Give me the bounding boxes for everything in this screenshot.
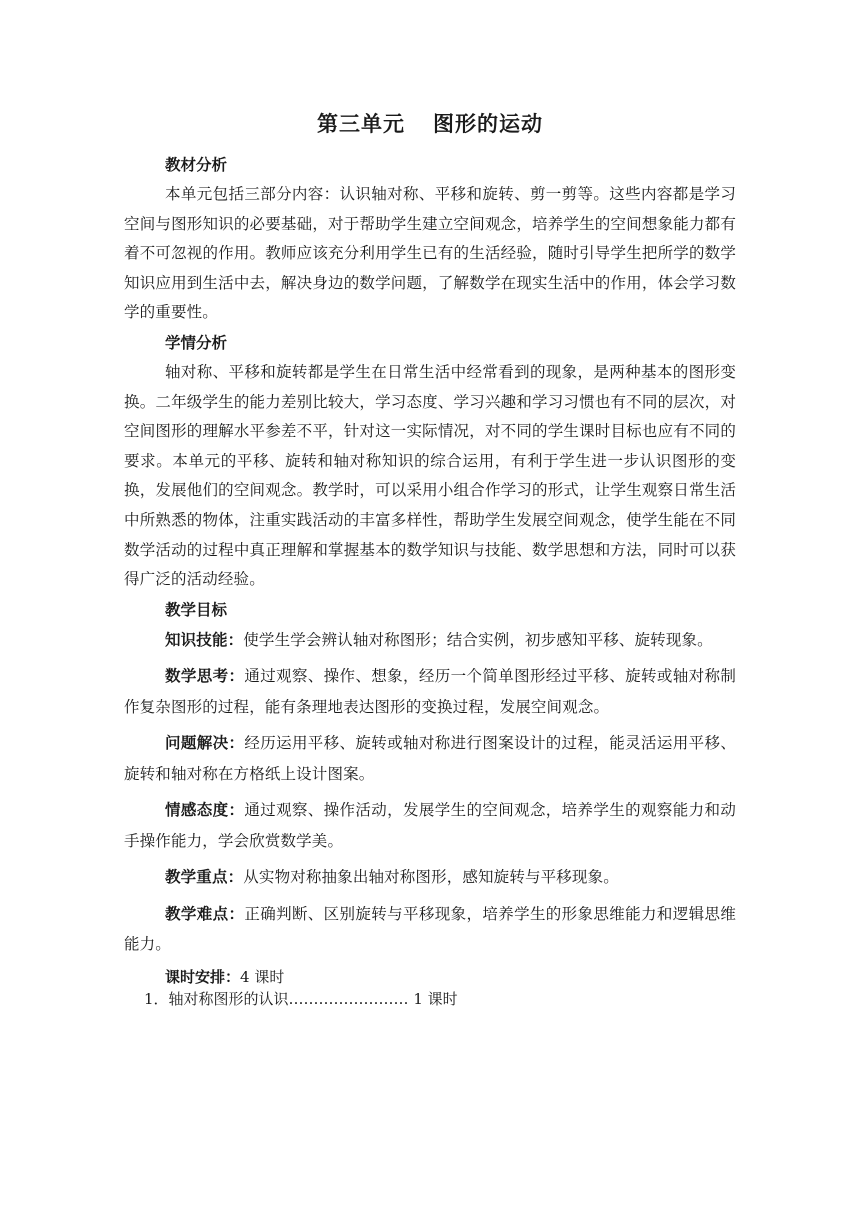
goal-label: 数学思考：	[165, 667, 245, 686]
goal-text: 正确判断、区别旋转与平移现象，培养学生的形象思维能力和逻辑思维能力。	[124, 904, 736, 954]
goal-text: 从实物对称抽象出轴对称图形，感知旋转与平移现象。	[243, 868, 619, 887]
schedule-label: 课时安排：	[165, 967, 241, 986]
goal-text: 通过观察、操作、想象，经历一个简单图形经过平移、旋转或轴对称制作复杂图形的过程，能有条理地表达图形的变换过程，发展空间观念。	[124, 667, 736, 716]
section-heading-analysis: 教材分析	[165, 156, 228, 174]
goal-text: 使学生学会辨认轴对称图形；结合实例，初步感知平移、旋转现象。	[243, 630, 713, 649]
page-title	[124, 108, 736, 140]
goal-label: 情感态度：	[165, 801, 245, 820]
goal-text: 通过观察、操作活动，发展学生的空间观念，培养学生的观察能力和动手操作能力，学会欣赏数学美。	[124, 801, 736, 850]
goal-label: 教学难点：	[165, 904, 245, 923]
section-heading-students: 学情分析	[165, 333, 228, 352]
goal-knowledge	[124, 625, 736, 656]
students-paragraph: 轴对称、平移和旋转都是学生在日常生活中经常看到的现象，是两种基本的图形变换。二年级学生的能力差别比较大，学习态度、学习兴趣和学习习惯也有不同的层次，对空间图形的理解水平参差不平，针对这一实际情况，对不同的学生课时目标也应有不同的要求。本单元的平移、旋转和轴对称知识的综合运用，有利于学生进一步认识图形的变换，发展他们的空间观念。教学时，可以采用小组合作学习的形式，让学生观察日常生活中所熟悉的物体，注重实践活动的丰富多样性，帮助学生发展空间观念，使学生能在不同数学活动的过程中真正理解和掌握基本的数学知识与技能、数学思想和方法，同时可以获得广泛的活动经验。	[124, 362, 736, 589]
goal-problem-solving	[124, 728, 736, 789]
goal-key-point	[124, 862, 736, 893]
goal-thinking	[124, 661, 736, 722]
goal-attitude	[124, 795, 736, 856]
section-heading-goals: 教学目标	[165, 600, 228, 619]
schedule-item: 1．轴对称图形的认识…………………… 1 课时	[144, 989, 458, 1008]
goal-label: 教学重点：	[165, 868, 244, 887]
analysis-paragraph: 本单元包括三部分内容：认识轴对称、平移和旋转、剪一剪等。这些内容都是学习空间与图形知识的必要基础，对于帮助学生建立空间观念，培养学生的空间想象能力都有着不可忽视的作用。教师应该充分利用学生已有的生活经验，随时引导学生把所学的数学知识应用到生活中去，解决身边的数学问题，了解数学在现实生活中的作用，体会学习数学的重要性。	[124, 185, 736, 322]
goal-label: 知识技能：	[165, 630, 244, 649]
schedule-value: 4 课时	[240, 967, 285, 986]
goal-difficulty	[124, 899, 736, 960]
goal-text: 经历运用平移、旋转或轴对称进行图案设计的过程，能灵活运用平移、旋转和轴对称在方格纸上设计图案。	[124, 734, 736, 783]
goal-label: 问题解决：	[165, 734, 245, 753]
document-page	[124, 108, 736, 1010]
title-topic: 图形的运动	[433, 112, 543, 136]
title-unit: 第三单元	[317, 112, 405, 136]
schedule-line	[124, 966, 736, 988]
